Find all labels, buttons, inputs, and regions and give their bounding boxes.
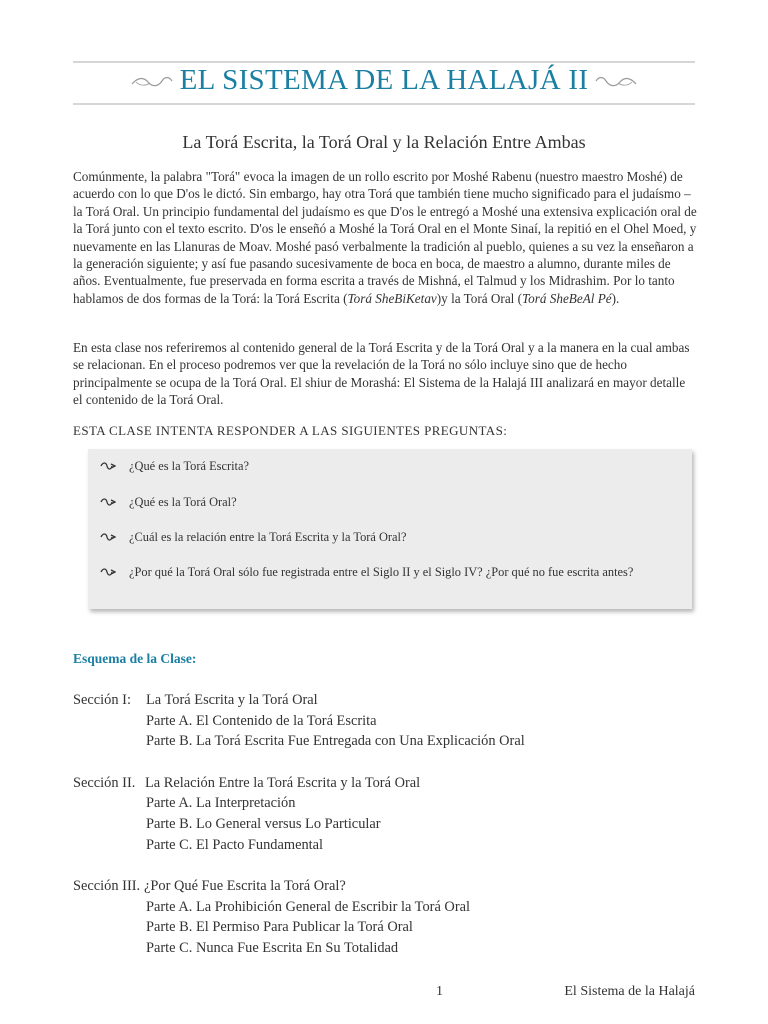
right-flourish-icon (594, 75, 638, 89)
outline-heading: Esquema de la Clase: (73, 651, 197, 666)
section-2-label: Sección II. (73, 775, 136, 791)
section-2-part-a: Parte A. La Interpretación (146, 795, 296, 811)
questions-heading: ESTA CLASE INTENTA RESPONDER A LAS SIGUIENTES PREGUNTAS: (73, 423, 508, 438)
section-1-part-b: Parte B. La Torá Escrita Fue Entregada con Una Explicación Oral (146, 733, 525, 749)
question-text: ¿Qué es la Torá Escrita? (129, 459, 249, 473)
running-title: El Sistema de la Halajá (564, 984, 695, 999)
bullet-ornament-icon (100, 461, 116, 471)
section-1-title: La Torá Escrita y la Torá Oral (146, 692, 318, 708)
bullet-ornament-icon (100, 567, 116, 577)
section-1-label: Sección I: (73, 692, 131, 708)
bullet-ornament-icon (100, 497, 116, 507)
page-number: 1 (436, 984, 443, 999)
term-tora-shebiketav: Torá SheBiKetav (347, 290, 437, 306)
bullet-ornament-icon (100, 532, 116, 542)
term-tora-shebeal-pe: Torá SheBeAl Pé (522, 290, 612, 306)
title-block (73, 64, 695, 97)
intro-p1-text: Comúnmente, la palabra "Torá" evoca la imagen de un rollo escrito por Moshé Rabenu (nuestro maestro Moshé) de acuerdo con lo que D'os le dictó. Sin embargo, hay otra Torá que también tiene mucho significado para el judaísmo – la Torá Oral. Un principio fundamental del judaísmo es que D'os le entregó a Moshé una extensiva explicación oral de la Torá junto con el texto escrito. D'os le enseñó a Moshé la Torá Oral en el Monte Sinaí, la repitió en el Ohel Moed, y nuevamente en las Llanuras de Moav. Moshé pasó verbalmente la tradición al pueblo, quienes a su vez la enseñaron a la generación siguiente; y así fue pasando sucesivamente de boca en boca, de maestro a alumno, durante miles de años. Eventualmente, fue preservada en forma escrita a través de Mishná, el Talmud y los Midrashim. Por lo tanto hablamos de dos formas de la Torá: la Torá Escrita ( (73, 169, 697, 306)
intro-paragraph-2: En esta clase nos referiremos al contenido general de la Torá Escrita y de la Torá Oral y a la manera en la cual ambas se relacionan. En el proceso podremos ver que la revelación de la Torá no sólo incluye sino que de hecho principalmente se ocupa de la Torá Oral. El shiur de Morashá: El Sistema de la Halajá III analizará en mayor detalle el contenido de la Torá Oral. (73, 340, 690, 408)
page-subtitle: La Torá Escrita, la Torá Oral y la Relación Entre Ambas (182, 132, 586, 152)
top-rule (73, 61, 695, 63)
section-2-title: La Relación Entre la Torá Escrita y la Torá Oral (145, 775, 421, 791)
bottom-rule (73, 103, 695, 105)
question-text: ¿Cuál es la relación entre la Torá Escrita y la Torá Oral? (129, 530, 407, 544)
section-1-part-a: Parte A. El Contenido de la Torá Escrita (146, 713, 377, 729)
intro-paragraph-1 (73, 168, 697, 307)
section-3-part-b: Parte B. El Permiso Para Publicar la Torá Oral (146, 919, 413, 935)
section-3-part-c: Parte C. Nunca Fue Escrita En Su Totalidad (146, 940, 399, 956)
question-text: ¿Qué es la Torá Oral? (129, 495, 237, 509)
section-3-title: ¿Por Qué Fue Escrita la Torá Oral? (144, 878, 346, 894)
intro-p1-end: ). (611, 290, 620, 306)
section-2-part-c: Parte C. El Pacto Fundamental (146, 837, 324, 853)
intro-p1-mid: )y la Torá Oral ( (436, 290, 523, 306)
section-3-part-a: Parte A. La Prohibición General de Escribir la Torá Oral (146, 899, 471, 915)
question-text: ¿Por qué la Torá Oral sólo fue registrada entre el Siglo II y el Siglo IV? ¿Por qué no fue escrita antes? (129, 565, 634, 579)
section-3-label: Sección III. (73, 878, 141, 894)
questions-box (88, 449, 692, 609)
left-flourish-icon (130, 75, 174, 89)
section-2-part-b: Parte B. Lo General versus Lo Particular (146, 816, 381, 832)
page-title: EL SISTEMA DE LA HALAJÁ II (179, 64, 589, 96)
